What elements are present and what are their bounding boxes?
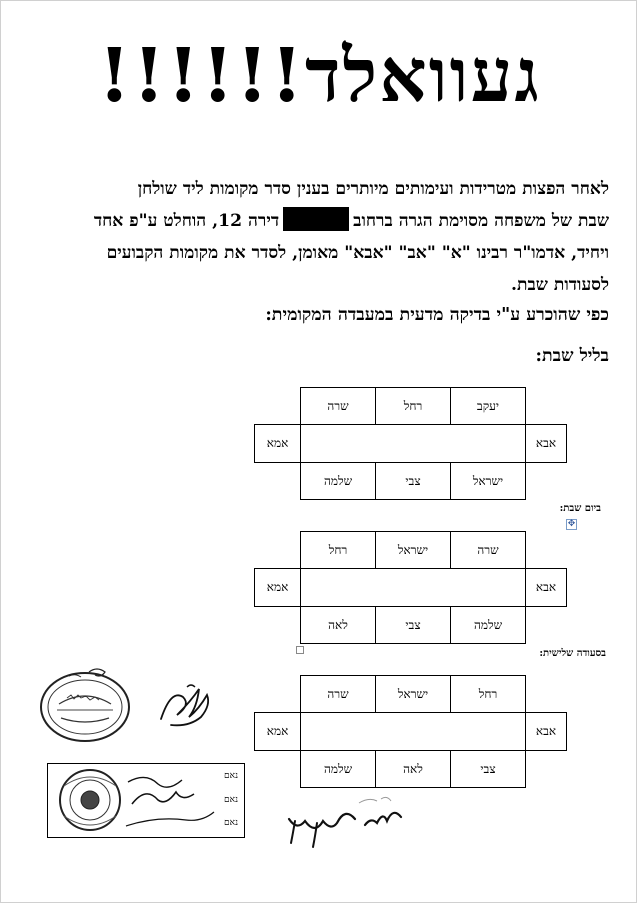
- seat-top-middle: רחל: [375, 387, 451, 425]
- seat-head-left: אמא: [254, 424, 301, 463]
- redaction-box: [283, 207, 349, 231]
- seat-bottom-left: לאה: [300, 606, 376, 644]
- seat-top-left: רחל: [300, 531, 376, 569]
- determination-line: כפי שהוכרע ע"י בדיקה מדעית במעבדה המקומית:: [265, 305, 609, 325]
- signer-label-1: נאם: [224, 771, 238, 781]
- signed-seal-frame: [47, 763, 245, 838]
- intro-line-2: [24, 205, 609, 237]
- table-surface: [300, 424, 526, 463]
- intro-line-2-start: שבת של משפחה מסוימת הגרה ברחוב: [353, 211, 609, 231]
- seat-bottom-right: ישראל: [450, 462, 526, 500]
- seat-bottom-right: שלמה: [450, 606, 526, 644]
- seat-head-right: אבא: [525, 568, 567, 607]
- shabbat-day-heading: ביום שבת:: [559, 503, 601, 514]
- intro-line-1: לאחר הפצות מטרידות ועימותים מיותרים בענין סדר מקומות ליד שולחן: [137, 179, 609, 199]
- seat-bottom-right: צבי: [450, 750, 526, 788]
- seat-top-middle: ישראל: [375, 675, 451, 713]
- friday-night-heading: בליל שבת:: [535, 346, 609, 366]
- seat-top-middle: ישראל: [375, 531, 451, 569]
- seat-bottom-middle: צבי: [375, 606, 451, 644]
- intro-paragraph: [24, 173, 609, 301]
- seat-top-left: שרה: [300, 675, 376, 713]
- seat-top-right: רחל: [450, 675, 526, 713]
- third-meal-heading: בסעודה שלישית:: [539, 648, 606, 659]
- handwritten-signature: [151, 681, 221, 733]
- seat-top-left: שרה: [300, 387, 376, 425]
- seat-head-right: אבא: [525, 424, 567, 463]
- seating-table-shabbat-day: [254, 531, 567, 645]
- resize-handle-icon[interactable]: [296, 646, 304, 654]
- seat-bottom-left: שלמה: [300, 462, 376, 500]
- signer-label-2: נאם: [224, 795, 238, 805]
- seat-bottom-middle: לאה: [375, 750, 451, 788]
- intro-line-4: לסעודות שבת.: [511, 275, 609, 295]
- seat-bottom-middle: צבי: [375, 462, 451, 500]
- seating-table-third-meal: [254, 675, 567, 789]
- table-surface: [300, 712, 526, 751]
- intro-line-3: ויחיד, אדמו"ר רבינו "א" "אב" "אבא" מאומן, לסדר את מקומות הקבועים: [106, 243, 609, 263]
- rabbi-oval-stamp: [39, 666, 131, 744]
- round-seal-icon: [48, 764, 244, 837]
- seating-table-friday-night: [254, 387, 567, 501]
- bottom-signature: [269, 791, 409, 853]
- table-surface: [300, 568, 526, 607]
- seat-top-right: שרה: [450, 531, 526, 569]
- intro-line-2-end: דירה 12, הוחלט ע"פ אחד: [93, 211, 280, 231]
- seat-bottom-left: שלמה: [300, 750, 376, 788]
- seat-head-left: אמא: [254, 568, 301, 607]
- seat-top-right: יעקב: [450, 387, 526, 425]
- seat-head-left: אמא: [254, 712, 301, 751]
- seat-head-right: אבא: [525, 712, 567, 751]
- move-handle-icon[interactable]: ✥: [567, 519, 576, 529]
- page-title: געוואלד!!!!!!: [98, 33, 541, 119]
- signer-label-3: נאם: [224, 818, 238, 828]
